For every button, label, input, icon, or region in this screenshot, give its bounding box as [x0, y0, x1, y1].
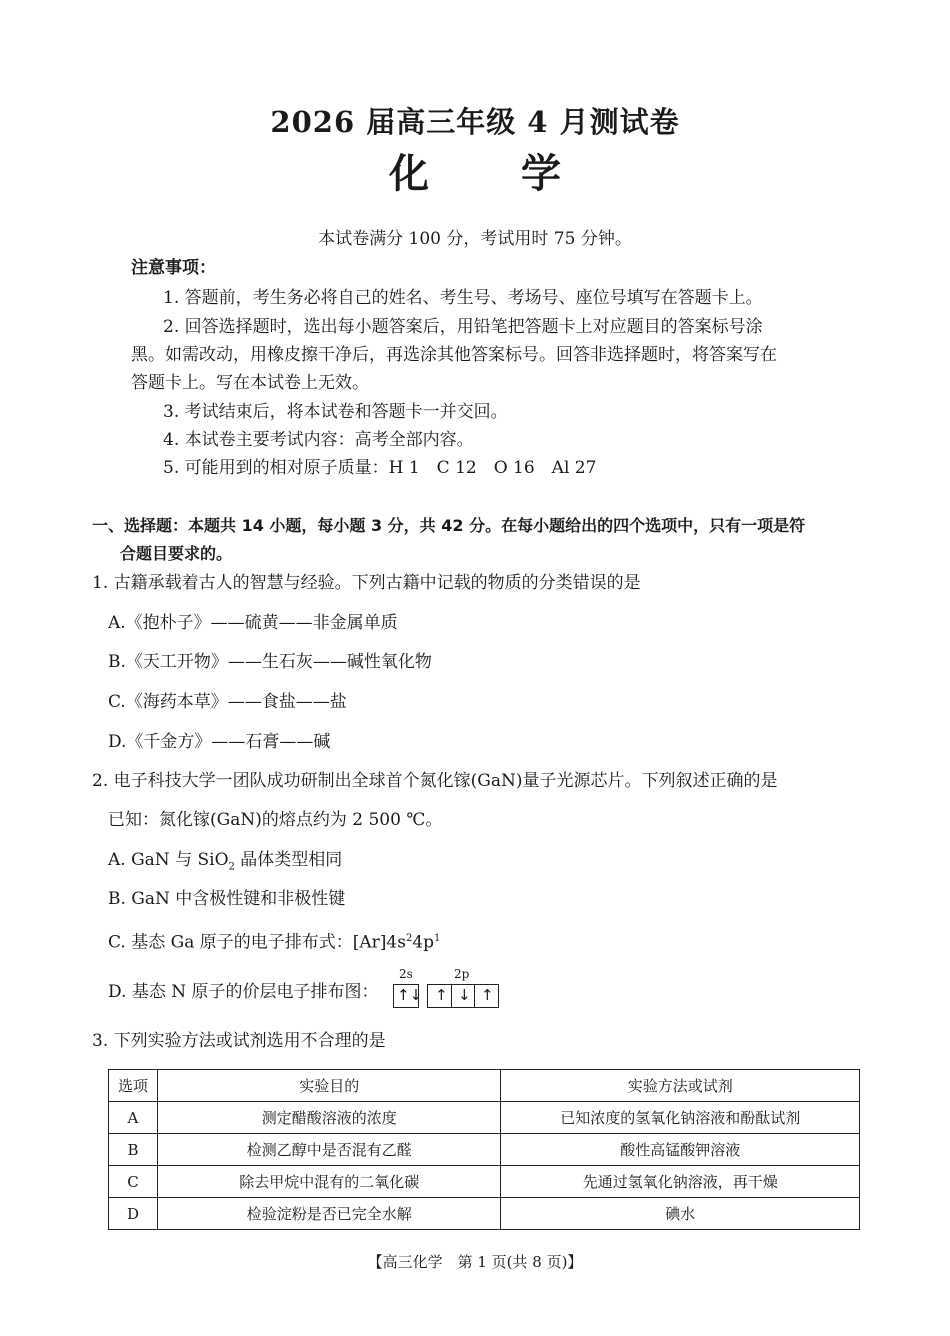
table-header: 选项	[109, 1070, 158, 1102]
q2-option-c: C. 基态 Ga 原子的电子排布式：$[Ar]4s^24p^1$	[108, 932, 441, 953]
notice-item-3: 3. 考试结束后，将本试卷和答题卡一并交回。	[163, 402, 508, 422]
orbital-2p-label: 2p	[454, 967, 470, 981]
q3-table	[108, 1069, 860, 1230]
table-cell: D	[109, 1198, 158, 1230]
notice-item-1: 1. 答题前，考生务必将自己的姓名、考生号、考场号、座位号填写在答题卡上。	[163, 288, 763, 308]
orbital-2p-box	[427, 984, 499, 1008]
table-row	[109, 1102, 860, 1134]
table-cell: 检测乙醇中是否混有乙醛	[157, 1134, 501, 1166]
orbital-2s-box	[393, 984, 423, 1008]
q1-option-a: A.《抱朴子》——硫黄——非金属单质	[108, 613, 398, 633]
table-header-row	[109, 1070, 860, 1102]
notice-item-2-cont: 黑。如需改动，用橡皮擦干净后，再选涂其他答案标号。回答非选择题时，将答案写在	[131, 345, 777, 365]
table-header: 实验方法或试剂	[501, 1070, 860, 1102]
subject-char-2: 学	[521, 150, 561, 197]
table-cell: 已知浓度的氢氧化钠溶液和酚酞试剂	[501, 1102, 860, 1134]
orbital-2s-arrows: ↑↓	[397, 986, 423, 1004]
q3-stem: 3. 下列实验方法或试剂选用不合理的是	[92, 1031, 386, 1051]
table-row	[109, 1166, 860, 1198]
table-cell: 测定醋酸溶液的浓度	[157, 1102, 501, 1134]
exam-title: 2026 届高三年级 4 月测试卷	[270, 105, 680, 139]
table-cell: 除去甲烷中混有的二氧化碳	[157, 1166, 501, 1198]
table-cell: 酸性高锰酸钾溶液	[501, 1134, 860, 1166]
q2-stem: 2. 电子科技大学一团队成功研制出全球首个氮化镓(GaN)量子光源芯片。下列叙述正确的是	[92, 771, 778, 791]
table-header: 实验目的	[157, 1070, 501, 1102]
notice-heading: 注意事项：	[131, 258, 216, 278]
notice-item-5: 5. 可能用到的相对原子质量：H 1 C 12 O 16 Al 27	[163, 458, 597, 478]
subject-title	[0, 142, 950, 199]
subject-char-1: 化	[389, 150, 429, 197]
section-heading-line1: 一、选择题：本题共 14 小题，每小题 3 分，共 42 分。在每小题给出的四个选项中，只有一项是符	[92, 516, 806, 535]
q2-given: 已知：氮化镓(GaN)的熔点约为 2 500 ℃。	[108, 810, 443, 830]
q1-stem: 1. 古籍承载着古人的智慧与经验。下列古籍中记载的物质的分类错误的是	[92, 573, 641, 593]
table-row	[109, 1198, 860, 1230]
orbital-2s-label: 2s	[399, 967, 413, 981]
table-cell: 先通过氢氧化钠溶液，再干燥	[501, 1166, 860, 1198]
q2-option-d: D. 基态 N 原子的价层电子排布图：	[108, 982, 379, 1002]
orbital-2p-arrow-1: ↑	[435, 986, 448, 1004]
q2-option-a: A. GaN 与 SiO$_2$ 晶体类型相同	[108, 850, 343, 873]
page-footer: 【高三化学 第 1 页(共 8 页)】	[367, 1253, 583, 1271]
table-cell: A	[109, 1102, 158, 1134]
orbital-2p-arrow-2: ↓	[458, 986, 471, 1004]
table-cell: C	[109, 1166, 158, 1198]
notice-item-2-end: 答题卡上。写在本试卷上无效。	[131, 373, 369, 393]
table-cell: B	[109, 1134, 158, 1166]
table-row	[109, 1134, 860, 1166]
q1-option-b: B.《天工开物》——生石灰——碱性氧化物	[108, 652, 432, 672]
notice-item-2: 2. 回答选择题时，选出每小题答案后，用铅笔把答题卡上对应题目的答案标号涂	[163, 317, 763, 337]
notice-item-4: 4. 本试卷主要考试内容：高考全部内容。	[163, 430, 474, 450]
q2-option-b: B. GaN 中含极性键和非极性键	[108, 889, 346, 909]
orbital-2p-arrow-3: ↑	[481, 986, 494, 1004]
q1-option-c: C.《海药本草》——食盐——盐	[108, 692, 347, 712]
q1-option-d: D.《千金方》——石膏——碱	[108, 732, 331, 752]
intro-text: 本试卷满分 100 分，考试用时 75 分钟。	[318, 229, 632, 249]
section-heading-line2: 合题目要求的。	[120, 544, 233, 563]
table-cell: 碘水	[501, 1198, 860, 1230]
table-cell: 检验淀粉是否已完全水解	[157, 1198, 501, 1230]
